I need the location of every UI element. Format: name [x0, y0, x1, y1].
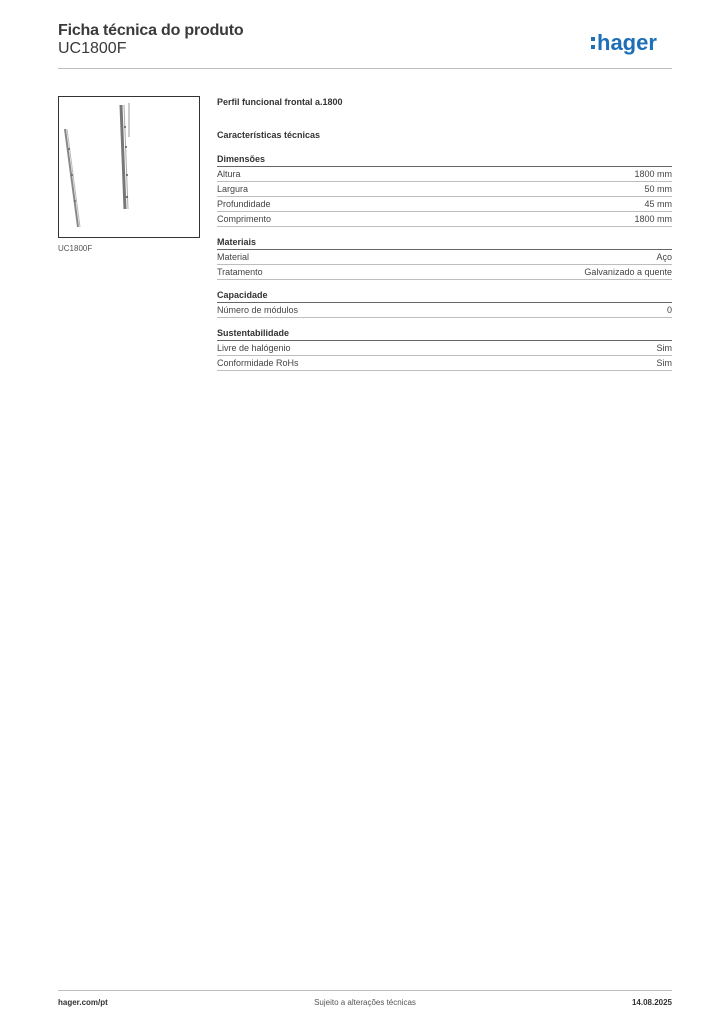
product-name: Perfil funcional frontal a.1800	[217, 97, 343, 107]
section-capacidade	[217, 289, 672, 318]
spec-label: Largura	[217, 184, 249, 194]
page-title: Ficha técnica do produto	[58, 22, 244, 39]
spec-value: 50 mm	[644, 184, 672, 194]
spec-row	[217, 250, 672, 265]
spec-label: Profundidade	[217, 199, 271, 209]
spec-label: Livre de halógenio	[217, 343, 291, 353]
spec-label: Altura	[217, 169, 241, 179]
spec-value: Galvanizado a quente	[584, 267, 672, 277]
image-caption: UC1800F	[58, 244, 93, 253]
spec-row	[217, 197, 672, 212]
spec-row	[217, 265, 672, 280]
product-code: UC1800F	[58, 40, 127, 57]
header-divider	[58, 68, 672, 69]
footer-note: Sujeito a alterações técnicas	[314, 998, 416, 1007]
product-image-frame	[58, 96, 200, 238]
spec-row	[217, 212, 672, 227]
spec-value: 1800 mm	[634, 214, 672, 224]
spec-value: Sim	[656, 358, 672, 368]
spec-row	[217, 167, 672, 182]
page-footer	[58, 998, 672, 1010]
website-link[interactable]: hager.com/pt	[58, 998, 108, 1007]
spec-label: Conformidade RoHs	[217, 358, 299, 368]
spec-value: 1800 mm	[634, 169, 672, 179]
spec-label: Comprimento	[217, 214, 272, 224]
spec-value: Aço	[656, 252, 672, 262]
spec-row	[217, 182, 672, 197]
footer-date: 14.08.2025	[631, 998, 672, 1007]
spec-content	[217, 96, 672, 371]
profile-rail-image	[59, 97, 199, 237]
spec-value: 0	[666, 305, 672, 315]
section-title: Capacidade	[217, 289, 672, 303]
spec-label: Número de módulos	[217, 305, 299, 315]
section-title: Dimensões	[217, 153, 672, 167]
tech-characteristics-title: Características técnicas	[217, 130, 321, 140]
page-header	[58, 20, 672, 70]
footer-divider	[58, 990, 672, 991]
spec-row	[217, 356, 672, 371]
spec-label: Material	[217, 252, 250, 262]
hager-logo	[590, 28, 672, 58]
section-materiais	[217, 236, 672, 280]
spec-value: 45 mm	[644, 199, 672, 209]
section-dimensoes	[217, 153, 672, 227]
spec-label: Tratamento	[217, 267, 263, 277]
section-title: Sustentabilidade	[217, 327, 672, 341]
logo-text: hager	[597, 30, 657, 55]
spec-row	[217, 303, 672, 318]
section-title: Materiais	[217, 236, 672, 250]
spec-row	[217, 341, 672, 356]
spec-value: Sim	[656, 343, 672, 353]
section-sustentabilidade	[217, 327, 672, 371]
